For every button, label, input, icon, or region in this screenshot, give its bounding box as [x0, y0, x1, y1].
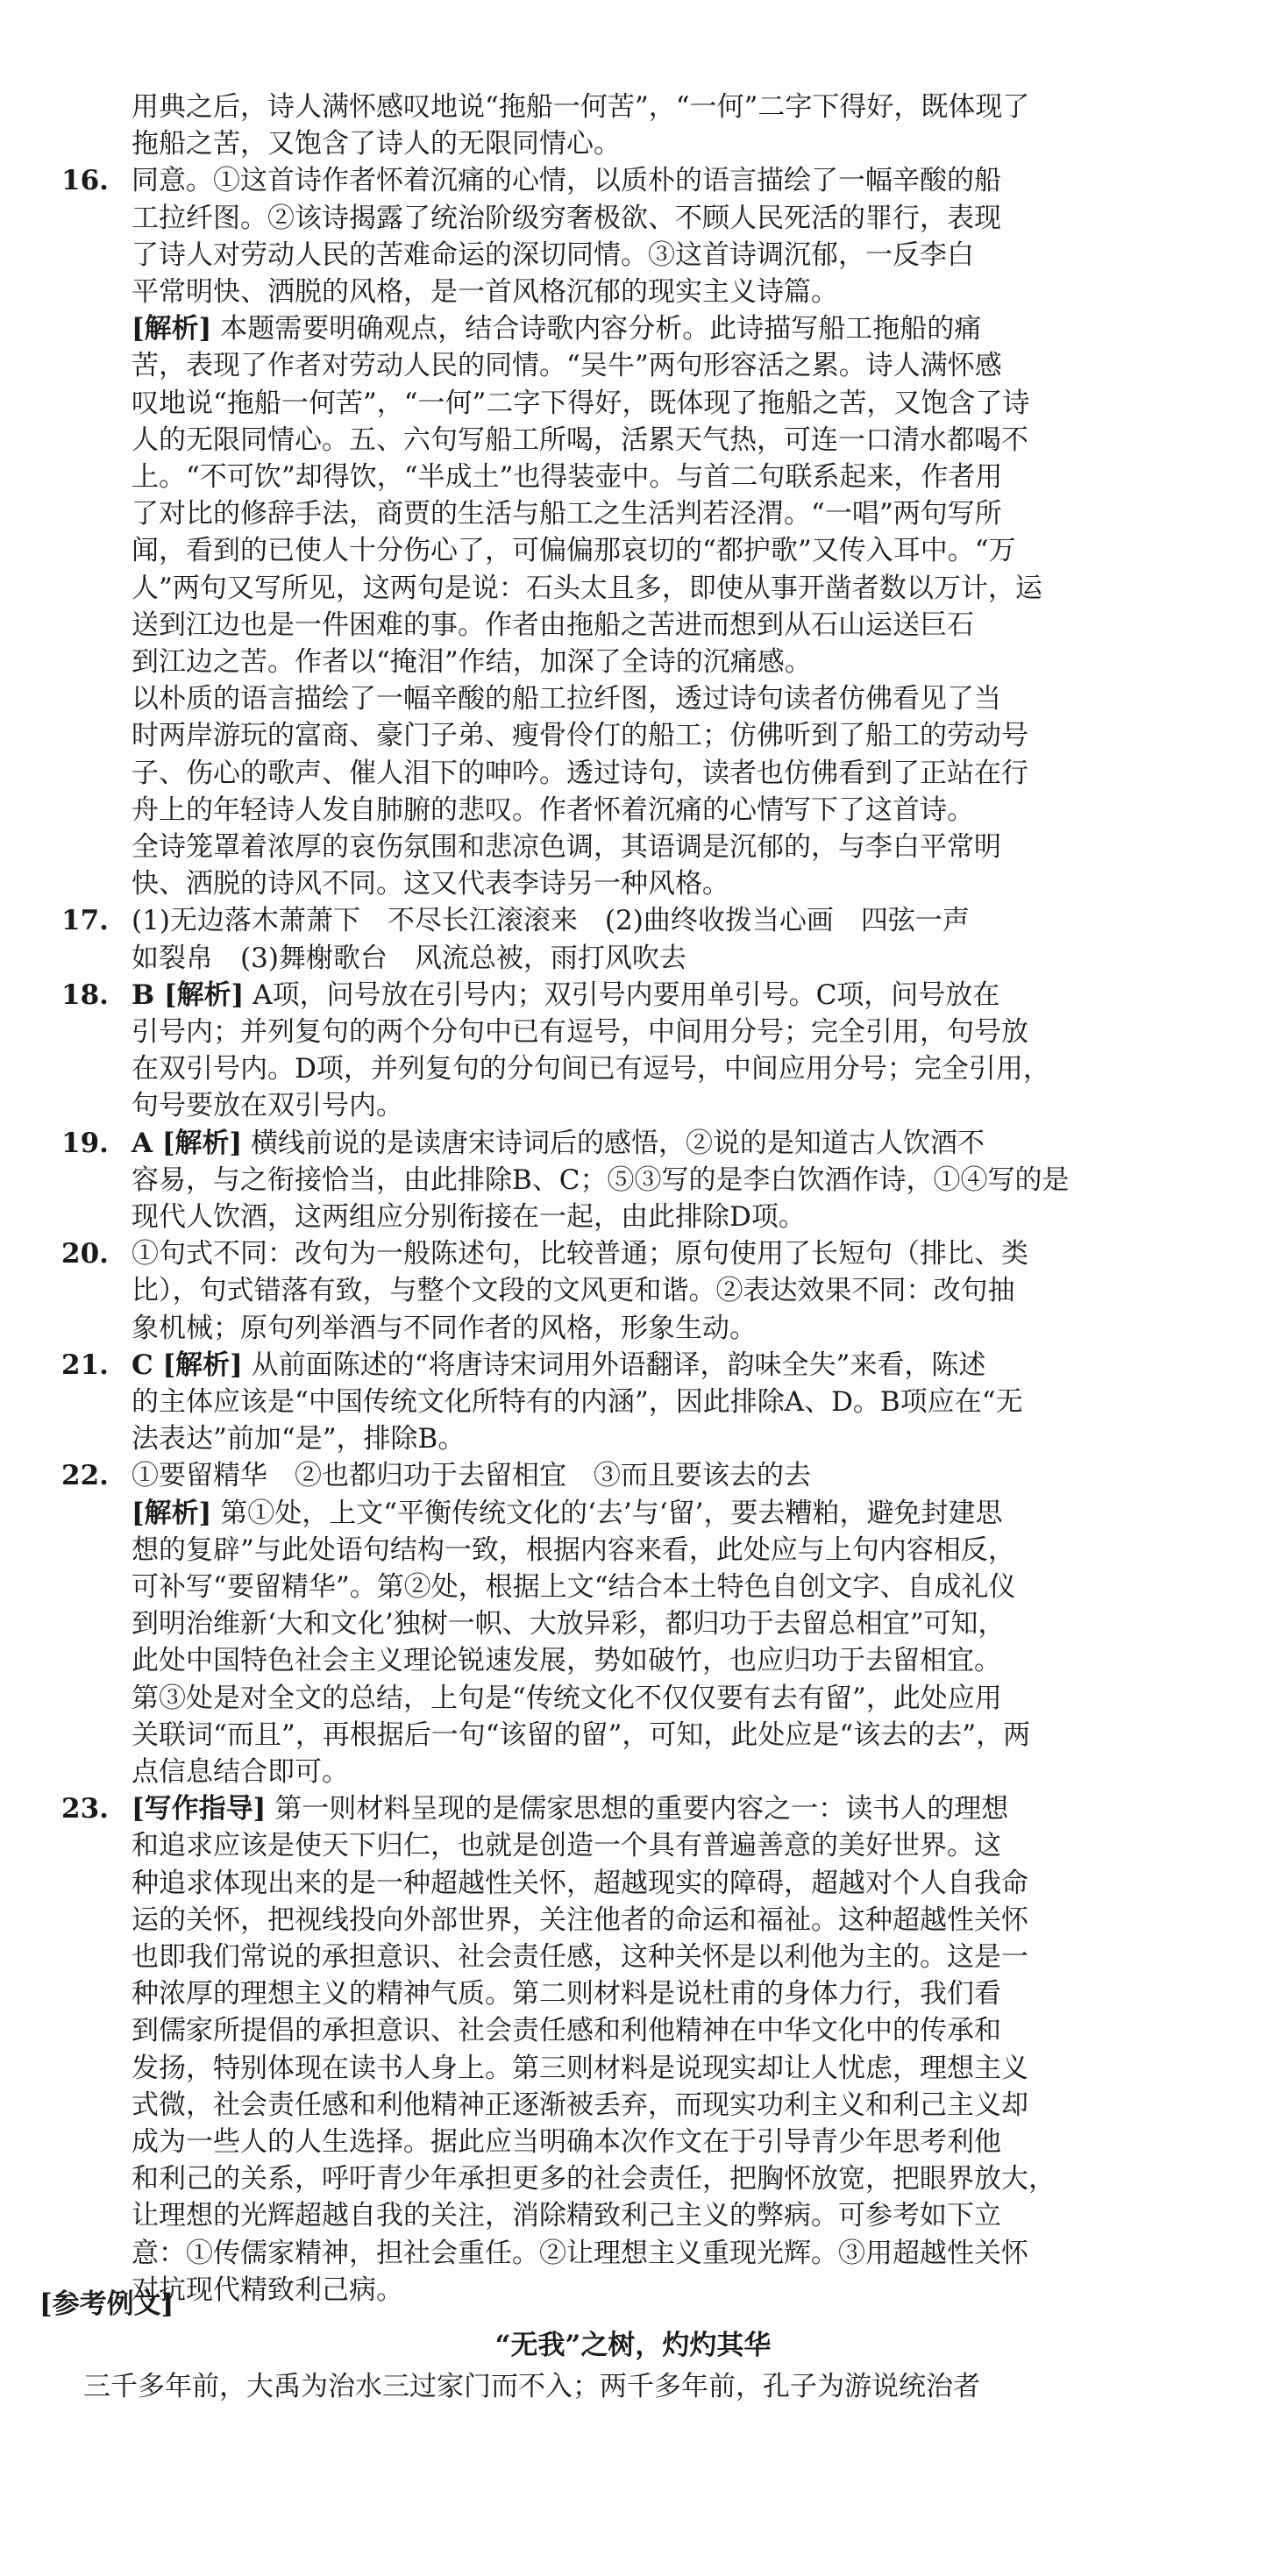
line-text: 如裂帛 (3)舞榭歌台 风流总被，雨打风吹去: [132, 942, 686, 974]
line-text: 横线前说的是读唐宋诗词后的感悟，②说的是知道古人饮酒不: [251, 1127, 985, 1159]
answer-tag: [写作指导]: [132, 1793, 267, 1825]
line-text: 在双引号内。D项，并列复句的分句间已有逗号，中间应用分号；完全引用，: [132, 1053, 1050, 1085]
line-text: 比），句式错落有致，与整个文段的文风更和谐。②表达效果不同：改句抽: [132, 1275, 1015, 1307]
line-text: 本题需要明确观点，结合诗歌内容分析。此诗描写船工拖船的痛: [220, 313, 982, 345]
line-text: 舟上的年轻诗人发自肺腑的悲叹。作者怀着沉痛的心情写下了这首诗。: [132, 793, 974, 826]
line-text: 人的无限同情心。五、六句写船工所喝，活累天气热，可连一口清水都喝不: [132, 423, 1028, 456]
question-number: 19.: [61, 1127, 109, 1159]
line-text: 意：①传儒家精神，担社会重任。②让理想主义重现光辉。③用超越性关怀: [132, 2237, 1028, 2269]
answer-tag: A [解析]: [132, 1127, 243, 1159]
question-number: 22.: [61, 1460, 109, 1492]
line-text: 对抗现代精致利己病。: [132, 2274, 403, 2306]
line-text: 成为一些人的人生选择。据此应当明确本次作文在于引导青少年思考利他: [132, 2126, 1001, 2158]
line-text: (1)无边落木萧萧下 不尽长江滚滚来 (2)曲终收拨当心画 四弦一声: [132, 905, 970, 937]
line-text: 句号要放在双引号内。: [132, 1090, 403, 1122]
question-number: 20.: [61, 1238, 109, 1270]
line-text: 法表达”前加“是”，排除B。: [132, 1423, 466, 1455]
line-text: 到江边之苦。作者以“掩泪”作结，加深了全诗的沉痛感。: [132, 646, 812, 678]
line-text: 从前面陈述的“将唐诗宋词用外语翻译，韵味全失”来看，陈述: [251, 1348, 986, 1381]
line-text: 以朴质的语言描绘了一幅辛酸的船工拉纤图，透过诗句读者仿佛看见了当: [132, 683, 1001, 715]
line-text: 了对比的修辞手法，商贾的生活与船工之生活判若泾渭。“一唱”两句写所: [132, 498, 1002, 530]
line-text: 可补写“要留精华”。第②处，根据上文“结合本土特色自创文字、自成礼仪: [132, 1571, 1016, 1603]
line-text: 全诗笼罩着浓厚的哀伤氛围和悲凉色调，其语调是沉郁的，与李白平常明: [132, 831, 1001, 863]
question-number: 16.: [61, 165, 109, 197]
line-text: A项，问号放在引号内；双引号内要用单引号。C项，问号放在: [252, 978, 1000, 1011]
line-text: 关联词“而且”，再根据后一句“该留的留”，可知，此处应是“该去的去”，两: [132, 1719, 1031, 1751]
answer-tag: [解析]: [132, 313, 212, 345]
line-text: 了诗人对劳动人民的苦难命运的深切同情。③这首诗调沉郁，一反李白: [132, 238, 974, 271]
line-text: 子、伤心的歌声、催人泪下的呻吟。透过诗句，读者也仿佛看到了正站在行: [132, 757, 1028, 789]
line-text: 和利己的关系，呼吁青少年承担更多的社会责任，把胸怀放宽，把眼界放大，: [132, 2163, 1056, 2195]
line-text: ①要留精华 ②也都归功于去留相宜 ③而且要该去的去: [132, 1460, 811, 1492]
line-text: 也即我们常说的承担意识、社会责任感，这种关怀是以利他为主的。这是一: [132, 1941, 1028, 1973]
line-text: 上。“不可饮”却得饮，“半成土”也得装壶中。与首二句联系起来，作者用: [132, 461, 1003, 493]
line-text: 到明治维新‘大和文化’独树一帜、大放异彩，都归功于去留总相宜”可知，: [132, 1608, 1006, 1640]
line-text: 让理想的光辉超越自我的关注，消除精致利己主义的弊病。可参考如下立: [132, 2200, 1001, 2232]
line-text: 人”两句又写所见，这两句是说：石头太且多，即使从事开凿者数以万计，运: [132, 572, 1042, 604]
line-text: 式微，社会责任感和利他精神正逐渐被丢弃，而现实功利主义和利己主义却: [132, 2089, 1028, 2121]
line-text: 想的复辟”与此处语句结构一致，根据内容来看，此处应与上句内容相反，: [132, 1534, 1015, 1566]
line-text: 和追求应该是使天下归仁，也就是创造一个具有普遍善意的美好世界。这: [132, 1830, 1001, 1862]
line-text: 时两岸游玩的富商、豪门子弟、瘦骨伶仃的船工；仿佛听到了船工的劳动号: [132, 720, 1028, 752]
line-text: 种浓厚的理想主义的精神气质。第二则材料是说杜甫的身体力行，我们看: [132, 1978, 1001, 2010]
question-number: 17.: [61, 905, 109, 937]
answer-tag: [解析]: [132, 1497, 212, 1529]
line-text: ①句式不同：改句为一般陈述句，比较普通；原句使用了长短句（排比、类: [132, 1238, 1028, 1270]
answer-tag: C [解析]: [132, 1348, 243, 1381]
line-text: 叹地说“拖船一何苦”，“一何”二字下得好，既体现了拖船之苦，又饱含了诗: [132, 387, 1030, 419]
line-text: 发扬，特别体现在读书人身上。第三则材料是说现实却让人忧虑，理想主义: [132, 2052, 1028, 2084]
line-text: 第③处是对全文的总结，上句是“传统文化不仅仅要有去有留”，此处应用: [132, 1682, 1002, 1714]
line-text: 容易，与之衔接恰当，由此排除B、C；⑤③写的是李白饮酒作诗，①④写的是: [132, 1163, 1070, 1196]
reference-heading: [参考例文]: [39, 2288, 174, 2320]
essay-first-line: 三千多年前，大禹为治水三过家门而不入；两千多年前，孔子为游说统治者: [83, 2371, 980, 2402]
line-text: 点信息结合即可。: [132, 1756, 349, 1788]
line-text: 苦，表现了作者对劳动人民的同情。“吴牛”两句形容活之累。诗人满怀感: [132, 350, 1002, 382]
line-text: 象机械；原句列举酒与不同作者的风格，形象生动。: [132, 1312, 757, 1344]
answer-tag: B [解析]: [132, 978, 245, 1011]
line-text: 送到江边也是一件困难的事。作者由拖船之苦进而想到从石山运送巨石: [132, 608, 974, 641]
question-number: 18.: [61, 978, 109, 1011]
line-text: 同意。①这首诗作者怀着沉痛的心情，以质朴的语言描绘了一幅辛酸的船: [132, 165, 1001, 197]
line-text: 的主体应该是“中国传统文化所特有的内涵”，因此排除A、D。B项应在“无: [132, 1386, 1023, 1418]
line-text: 第①处，上文“平衡传统文化的‘去’与‘留’，要去糟粕，避免封建思: [220, 1497, 1003, 1529]
line-text: 用典之后，诗人满怀感叹地说“拖船一何苦”，“一何”二字下得好，既体现了: [132, 91, 1030, 123]
line-text: 引号内；并列复句的两个分句中已有逗号，中间用分号；完全引用，句号放: [132, 1016, 1028, 1048]
line-text: 快、洒脱的诗风不同。这又代表李诗另一种风格。: [132, 868, 729, 900]
essay-title: “无我”之树，灼灼其华: [494, 2330, 772, 2361]
line-text: 此处中国特色社会主义理论锐速发展，势如破竹，也应归功于去留相宜。: [132, 1645, 1001, 1677]
line-text: 平常明快、洒脱的风格，是一首风格沉郁的现实主义诗篇。: [132, 276, 838, 308]
question-number: 21.: [61, 1348, 109, 1381]
line-text: 拖船之苦，又饱含了诗人的无限同情心。: [132, 128, 621, 160]
line-text: 工拉纤图。②该诗揭露了统治阶级穷奢极欲、不顾人民死活的罪行，表现: [132, 202, 1001, 234]
line-text: 到儒家所提倡的承担意识、社会责任感和利他精神在中华文化中的传承和: [132, 2015, 1001, 2047]
line-text: 运的关怀，把视线投向外部世界，关注他者的命运和福祉。这种超越性关怀: [132, 1904, 1028, 1936]
line-text: 闻，看到的已使人十分伤心了，可偏偏那哀切的“都护歌”又传入耳中。“万: [132, 535, 1016, 567]
line-text: 现代人饮酒，这两组应分别衔接在一起，由此排除D项。: [132, 1201, 806, 1233]
line-text: 种追求体现出来的是一种超越性关怀，超越现实的障碍，超越对个人自我命: [132, 1867, 1028, 1899]
line-text: 第一则材料呈现的是儒家思想的重要内容之一：读书人的理想: [274, 1793, 1009, 1825]
question-number: 23.: [61, 1793, 109, 1825]
